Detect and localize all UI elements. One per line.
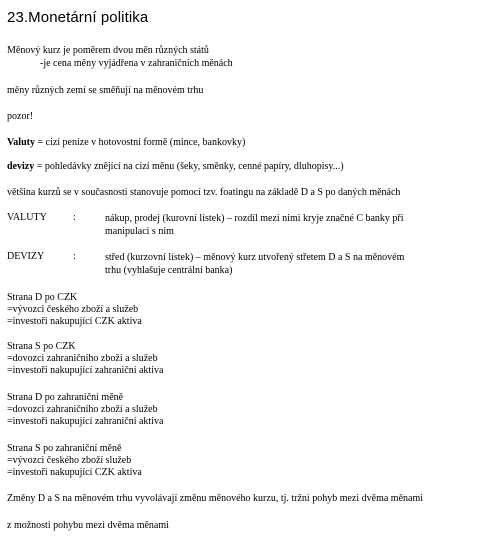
valuty-term: Valuty <box>7 137 35 148</box>
rate-desc-valuty-2: manipulaci s nim <box>105 226 174 237</box>
devizy-definition-text: = pohledávky znějící na cizí měnu (šeky, směnky, cenné papíry, dluhopisy...) <box>34 161 344 172</box>
conclusion-line-2: z možnosti pohybu mezi dvěma měnami <box>7 520 169 531</box>
group-item: =dovozci zahraničního zboží a služeb <box>7 404 158 415</box>
group-heading: Strana S po CZK <box>7 341 76 352</box>
group-heading: Strana D po CZK <box>7 292 78 303</box>
rate-colon-valuty: : <box>73 212 76 223</box>
rate-desc-valuty-1: nákup, prodej (kurovní lístek) – rozdíl mezi nimi kryje značné C banky při <box>105 213 404 224</box>
group-item: =investoři nakupující zahraniční aktiva <box>7 416 164 427</box>
intro-line-1: Měnový kurz je poměrem dvou měn různých států <box>7 45 209 56</box>
group-heading: Strana S po zahraniční měně <box>7 443 122 454</box>
group-item: =investoři nakupující CZK aktiva <box>7 316 142 327</box>
rate-desc-devizy-2: trhu (vyhlašuje centrální banka) <box>105 265 233 276</box>
page-title: 23.Monetární politika <box>7 9 149 26</box>
rate-colon-devizy: : <box>73 251 76 262</box>
valuty-definition <box>7 137 245 149</box>
group-item: =investoři nakupující zahraniční aktiva <box>7 365 164 376</box>
valuty-definition-text: = cizí peníze v hotovostní formě (mince, bankovky) <box>34 137 246 148</box>
devizy-definition <box>7 161 344 173</box>
group-heading: Strana D po zahraniční měně <box>7 392 124 403</box>
devizy-term: devizy <box>7 161 35 172</box>
rate-desc-devizy-1: střed (kurzovní lístek) – měnový kurz utvořený střetem D a S na měnovém <box>105 252 405 263</box>
rate-label-devizy: DEVIZY <box>7 251 45 262</box>
rate-label-valuty: VALUTY <box>7 212 47 223</box>
group-item: =dovozci zahraničního zboží a služeb <box>7 353 158 364</box>
markets-line: měny různých zemí se směňují na měnovém trhu <box>7 85 204 96</box>
majority-line: většina kurzů se v současnosti stanovuje pomocí tzv. foatingu na základě D a S po daných měnách <box>7 187 401 198</box>
intro-line-2: -je cena měny vyjádřena v zahraničních měnách <box>40 58 233 69</box>
group-item: =vývozci českého zboží a služeb <box>7 304 139 315</box>
pozor-line: pozor! <box>7 111 34 122</box>
group-item: =vývozci českého zboží služeb <box>7 455 132 466</box>
group-item: =investoři nakupující CZK aktiva <box>7 467 142 478</box>
conclusion-line-1: Změny D a S na měnovém trhu vyvolávají změnu měnového kurzu, tj. tržní pohyb mezi dvěma měnami <box>7 493 424 504</box>
